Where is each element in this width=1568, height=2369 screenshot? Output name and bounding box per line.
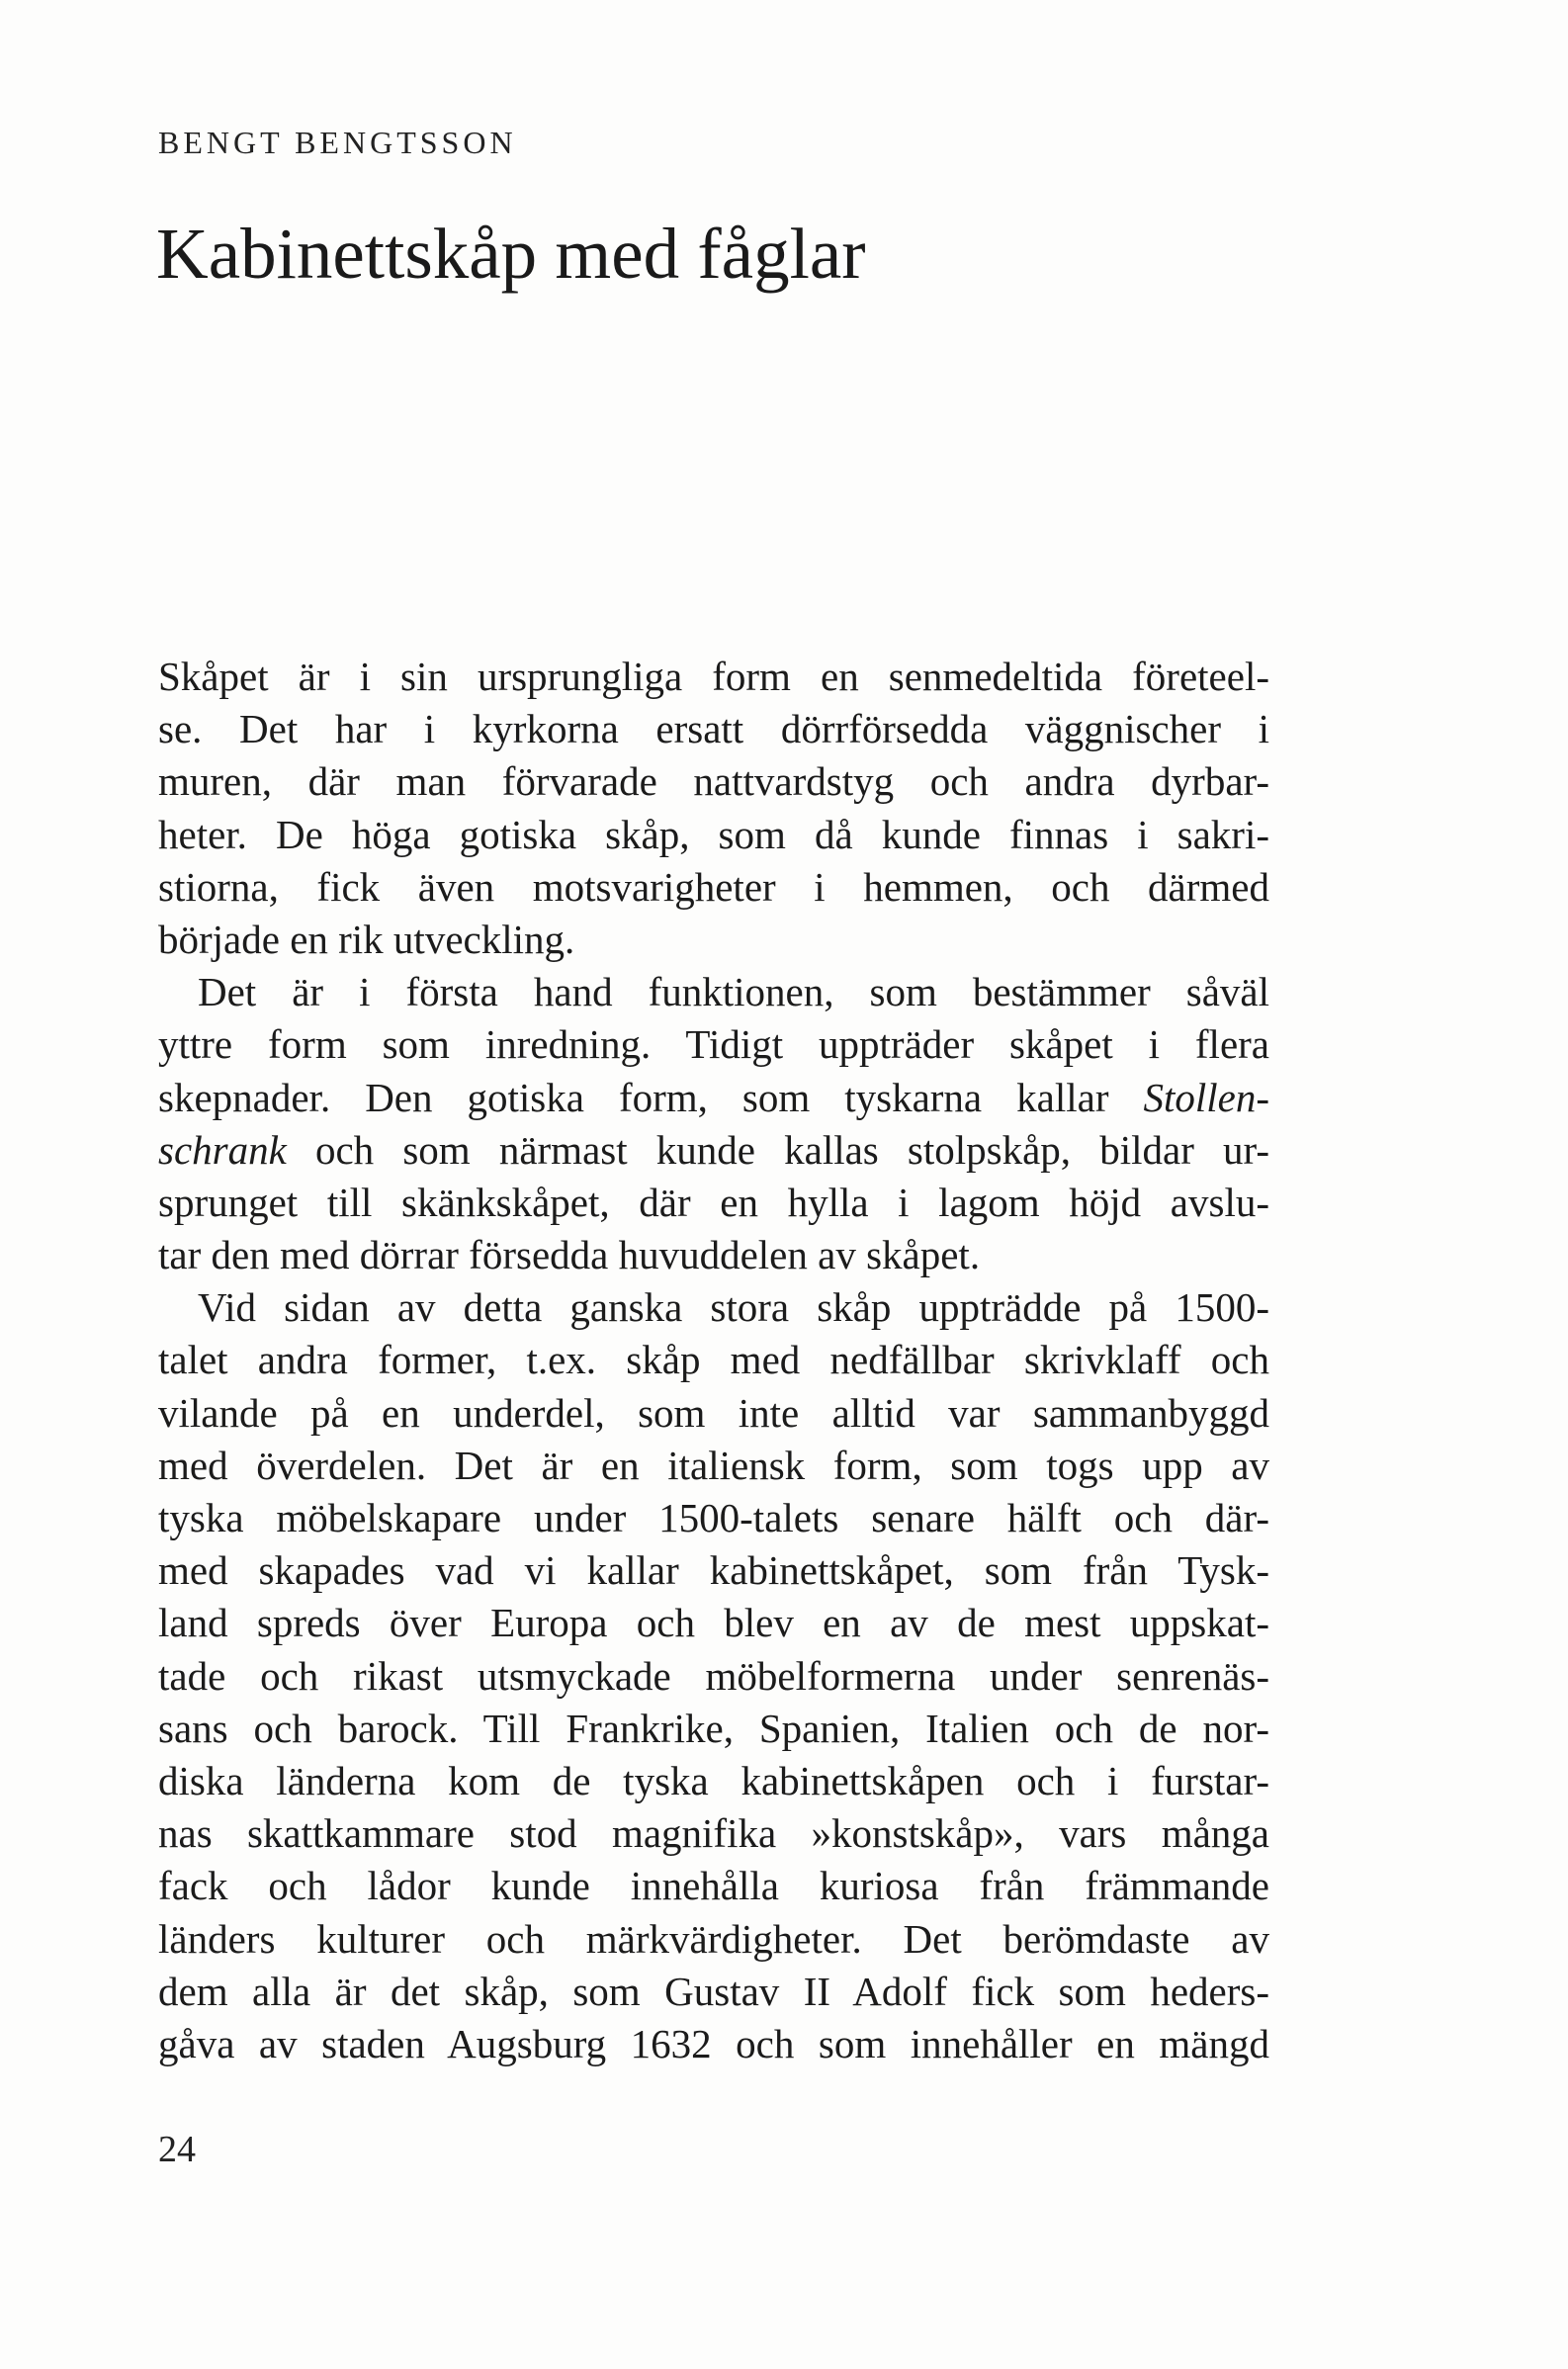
text-line: heter. De höga gotiska skåp, som då kunde finnas i sakri-: [158, 811, 1269, 857]
author-name: BENGT BENGTSSON: [158, 125, 517, 160]
text-line: fack och lådor kunde innehålla kuriosa från främmande: [158, 1863, 1269, 1909]
text-line: sans och barock. Till Frankrike, Spanien, Italien och de nor-: [158, 1705, 1269, 1751]
text-line: stiorna, fick även motsvarigheter i hemmen, och därmed: [158, 863, 1269, 910]
text-line: vilande på en underdel, som inte alltid var sammanbyggd: [158, 1389, 1269, 1436]
text-line: muren, där man förvarade nattvardstyg och andra dyrbar-: [158, 758, 1269, 805]
text-segment: och som närmast kunde kallas stolpskåp, bildar ur-: [286, 1126, 1269, 1173]
text-line: Det är i första hand funktionen, som bestämmer såväl: [198, 969, 1269, 1015]
page-number: 24: [158, 2129, 196, 2170]
italic-term: schrank: [158, 1126, 287, 1173]
text-line: Skåpet är i sin ursprungliga form en senmedeltida företeel-: [158, 654, 1269, 699]
text-line: diska länderna kom de tyska kabinettskåpen och i furstar-: [158, 1757, 1269, 1803]
body-text: [158, 651, 1269, 2070]
text-line: med överdelen. Det är en italiensk form, som togs upp av: [158, 1442, 1269, 1488]
chapter-title: Kabinettskåp med fåglar: [156, 214, 866, 294]
text-line: nas skattkammare stod magnifika »konstskåp», vars många: [158, 1810, 1269, 1857]
text-line: Vid sidan av detta ganska stora skåp uppträdde på 1500-: [198, 1284, 1269, 1331]
text-line: dem alla är det skåp, som Gustav II Adolf fick som heders-: [158, 1968, 1269, 2014]
text-line: tar den med dörrar försedda huvuddelen av skåpet.: [158, 1232, 981, 1278]
text-line: sprunget till skänkskåpet, där en hylla i lagom höjd avslu-: [158, 1179, 1269, 1225]
text-line: talet andra former, t.ex. skåp med nedfällbar skrivklaff och: [158, 1337, 1269, 1383]
text-line: [158, 1124, 1269, 1177]
italic-term: Stollen-: [1143, 1074, 1269, 1120]
text-line: [158, 1072, 1269, 1124]
text-line: började en rik utveckling.: [158, 916, 575, 962]
text-line: tade och rikast utsmyckade möbelformerna under senrenäs-: [158, 1652, 1269, 1699]
text-line: yttre form som inredning. Tidigt uppträder skåpet i flera: [158, 1021, 1269, 1068]
text-line: land spreds över Europa och blev en av de mest uppskat-: [158, 1600, 1269, 1646]
text-line: länders kulturer och märkvärdigheter. Det berömdaste av: [158, 1915, 1269, 1962]
text-line: se. Det har i kyrkorna ersatt dörrförsedda väggnischer i: [158, 706, 1269, 752]
text-line: tyska möbelskapare under 1500-talets senare hälft och där-: [158, 1495, 1269, 1540]
text-segment: skepnader. Den gotiska form, som tyskarna kallar: [158, 1074, 1144, 1120]
text-line: med skapades vad vi kallar kabinettskåpet, som från Tysk-: [158, 1547, 1269, 1594]
text-line: gåva av staden Augsburg 1632 och som innehåller en mängd: [158, 2020, 1269, 2066]
